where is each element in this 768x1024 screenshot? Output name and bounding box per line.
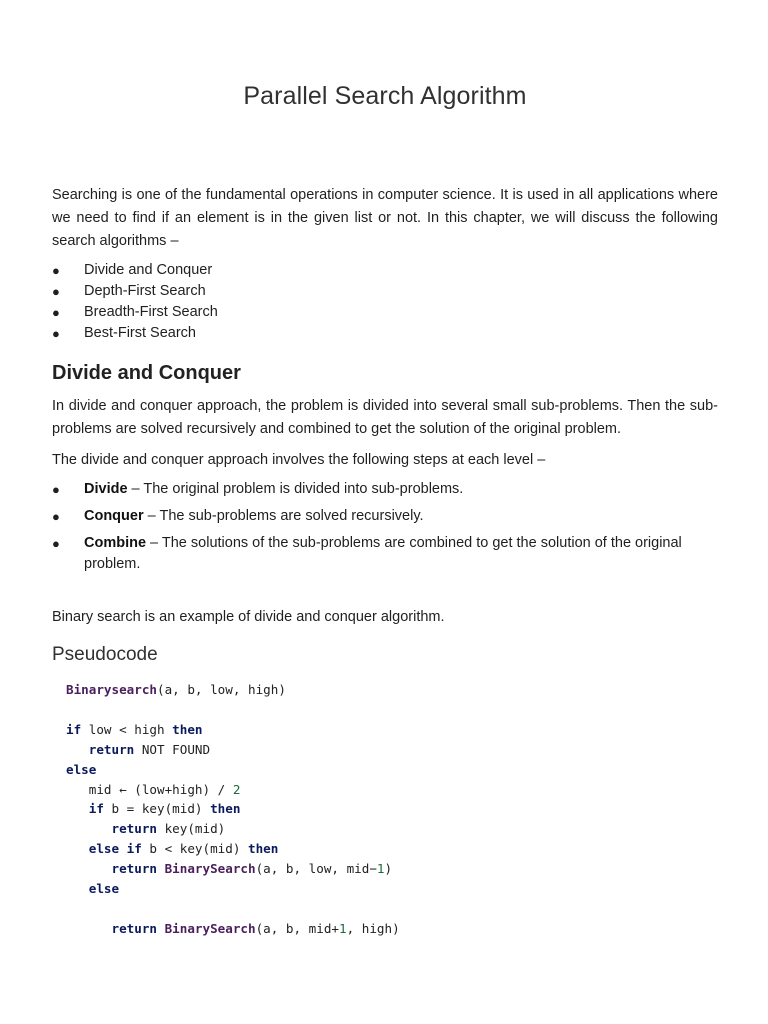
code-token [66,742,89,757]
pseudocode-heading: Pseudocode [52,644,158,665]
bullet-icon: ● [52,284,60,299]
step-term: Combine [84,535,147,551]
code-token: 1 [376,861,385,877]
code-token [157,861,165,876]
code-token: if [66,721,82,737]
code-token: , high) [346,920,400,936]
code-token: (a, b, low, mid− [255,861,377,877]
list-item [52,533,718,575]
bullet-icon: ● [52,482,60,497]
code-token: if [88,801,104,817]
code-line [66,799,400,819]
algorithm-list [52,260,718,344]
list-item [52,281,718,302]
bullet-icon: ● [52,509,60,524]
example-paragraph: Binary search is an example of divide and conquer algorithm. [52,609,445,625]
code-token: key(mid) [157,821,226,837]
intro-paragraph: Searching is one of the fundamental operations in computer science. It is used in all applications where we need to find if an element is in the given list or not. In this chapter, we will discuss the following search algorithms – [52,187,718,249]
code-token: then [247,841,279,857]
step-term: Conquer [84,508,144,524]
code-line [66,839,400,859]
code-line [66,720,400,740]
list-item [52,323,718,344]
code-line [66,780,400,800]
section-heading: Divide and Conquer [52,362,241,384]
code-line [66,740,400,760]
code-token: return [111,821,157,837]
code-token: BinarySearch [164,861,256,877]
step-text: – The solutions of the sub-problems are combined to get the solution of the original problem. [84,535,682,572]
list-item-label: Depth-First Search [84,283,206,299]
code-line [66,819,400,839]
code-token: 1 [339,920,347,936]
steps-list [52,479,718,581]
code-token [157,921,165,936]
code-line [66,899,400,919]
code-token [66,821,112,836]
code-token [66,801,89,816]
step-term: Divide [84,481,128,497]
code-token: mid ← (low+high) / [66,781,233,797]
code-line [66,700,400,720]
list-item-label: Best-First Search [84,325,196,341]
code-token [66,921,112,936]
code-token: return [111,861,157,877]
code-token [66,841,89,856]
list-item-label: Divide and Conquer [84,262,213,278]
code-token: (a, b, low, high) [157,682,286,697]
code-line [66,919,400,939]
bullet-icon: ● [52,305,60,320]
code-token: Binarysearch [66,682,157,697]
code-token: return [88,741,135,757]
list-item [52,302,718,323]
page-title: Parallel Search Algorithm [243,82,527,110]
code-token: b < key(mid) [141,841,248,857]
bullet-icon: ● [52,536,60,551]
list-item [52,479,718,500]
code-token [66,861,112,876]
code-token: ) [384,861,393,877]
code-token [66,881,89,896]
list-item-label: Breadth-First Search [84,304,218,320]
code-token: else if [88,841,142,857]
code-token: else [88,881,120,897]
code-token: return [111,920,157,936]
code-token: b = key(mid) [103,801,211,817]
code-line [66,879,400,899]
code-line [66,760,400,780]
code-token: else [66,761,97,777]
pseudocode-block [66,680,400,939]
code-token: (a, b, mid+ [255,920,339,936]
code-token: then [210,801,241,817]
bullet-icon: ● [52,326,60,341]
section-paragraph: In divide and conquer approach, the problem is divided into several small sub-problems. Then the sub-problems are solved recursively and combined to get the solution of the original problem. [52,398,718,437]
code-line [66,859,400,879]
code-token: NOT FOUND [134,741,211,757]
steps-intro-paragraph: The divide and conquer approach involves the following steps at each level – [52,452,546,468]
code-token: BinarySearch [164,920,256,936]
list-item [52,506,718,527]
bullet-icon: ● [52,263,60,278]
code-token: low < high [81,721,173,737]
list-item [52,260,718,281]
code-token: 2 [232,781,241,797]
step-text: – The original problem is divided into sub-problems. [127,481,464,497]
code-line [66,680,400,700]
step-text: – The sub-problems are solved recursively. [143,508,424,524]
code-token: then [172,721,203,737]
